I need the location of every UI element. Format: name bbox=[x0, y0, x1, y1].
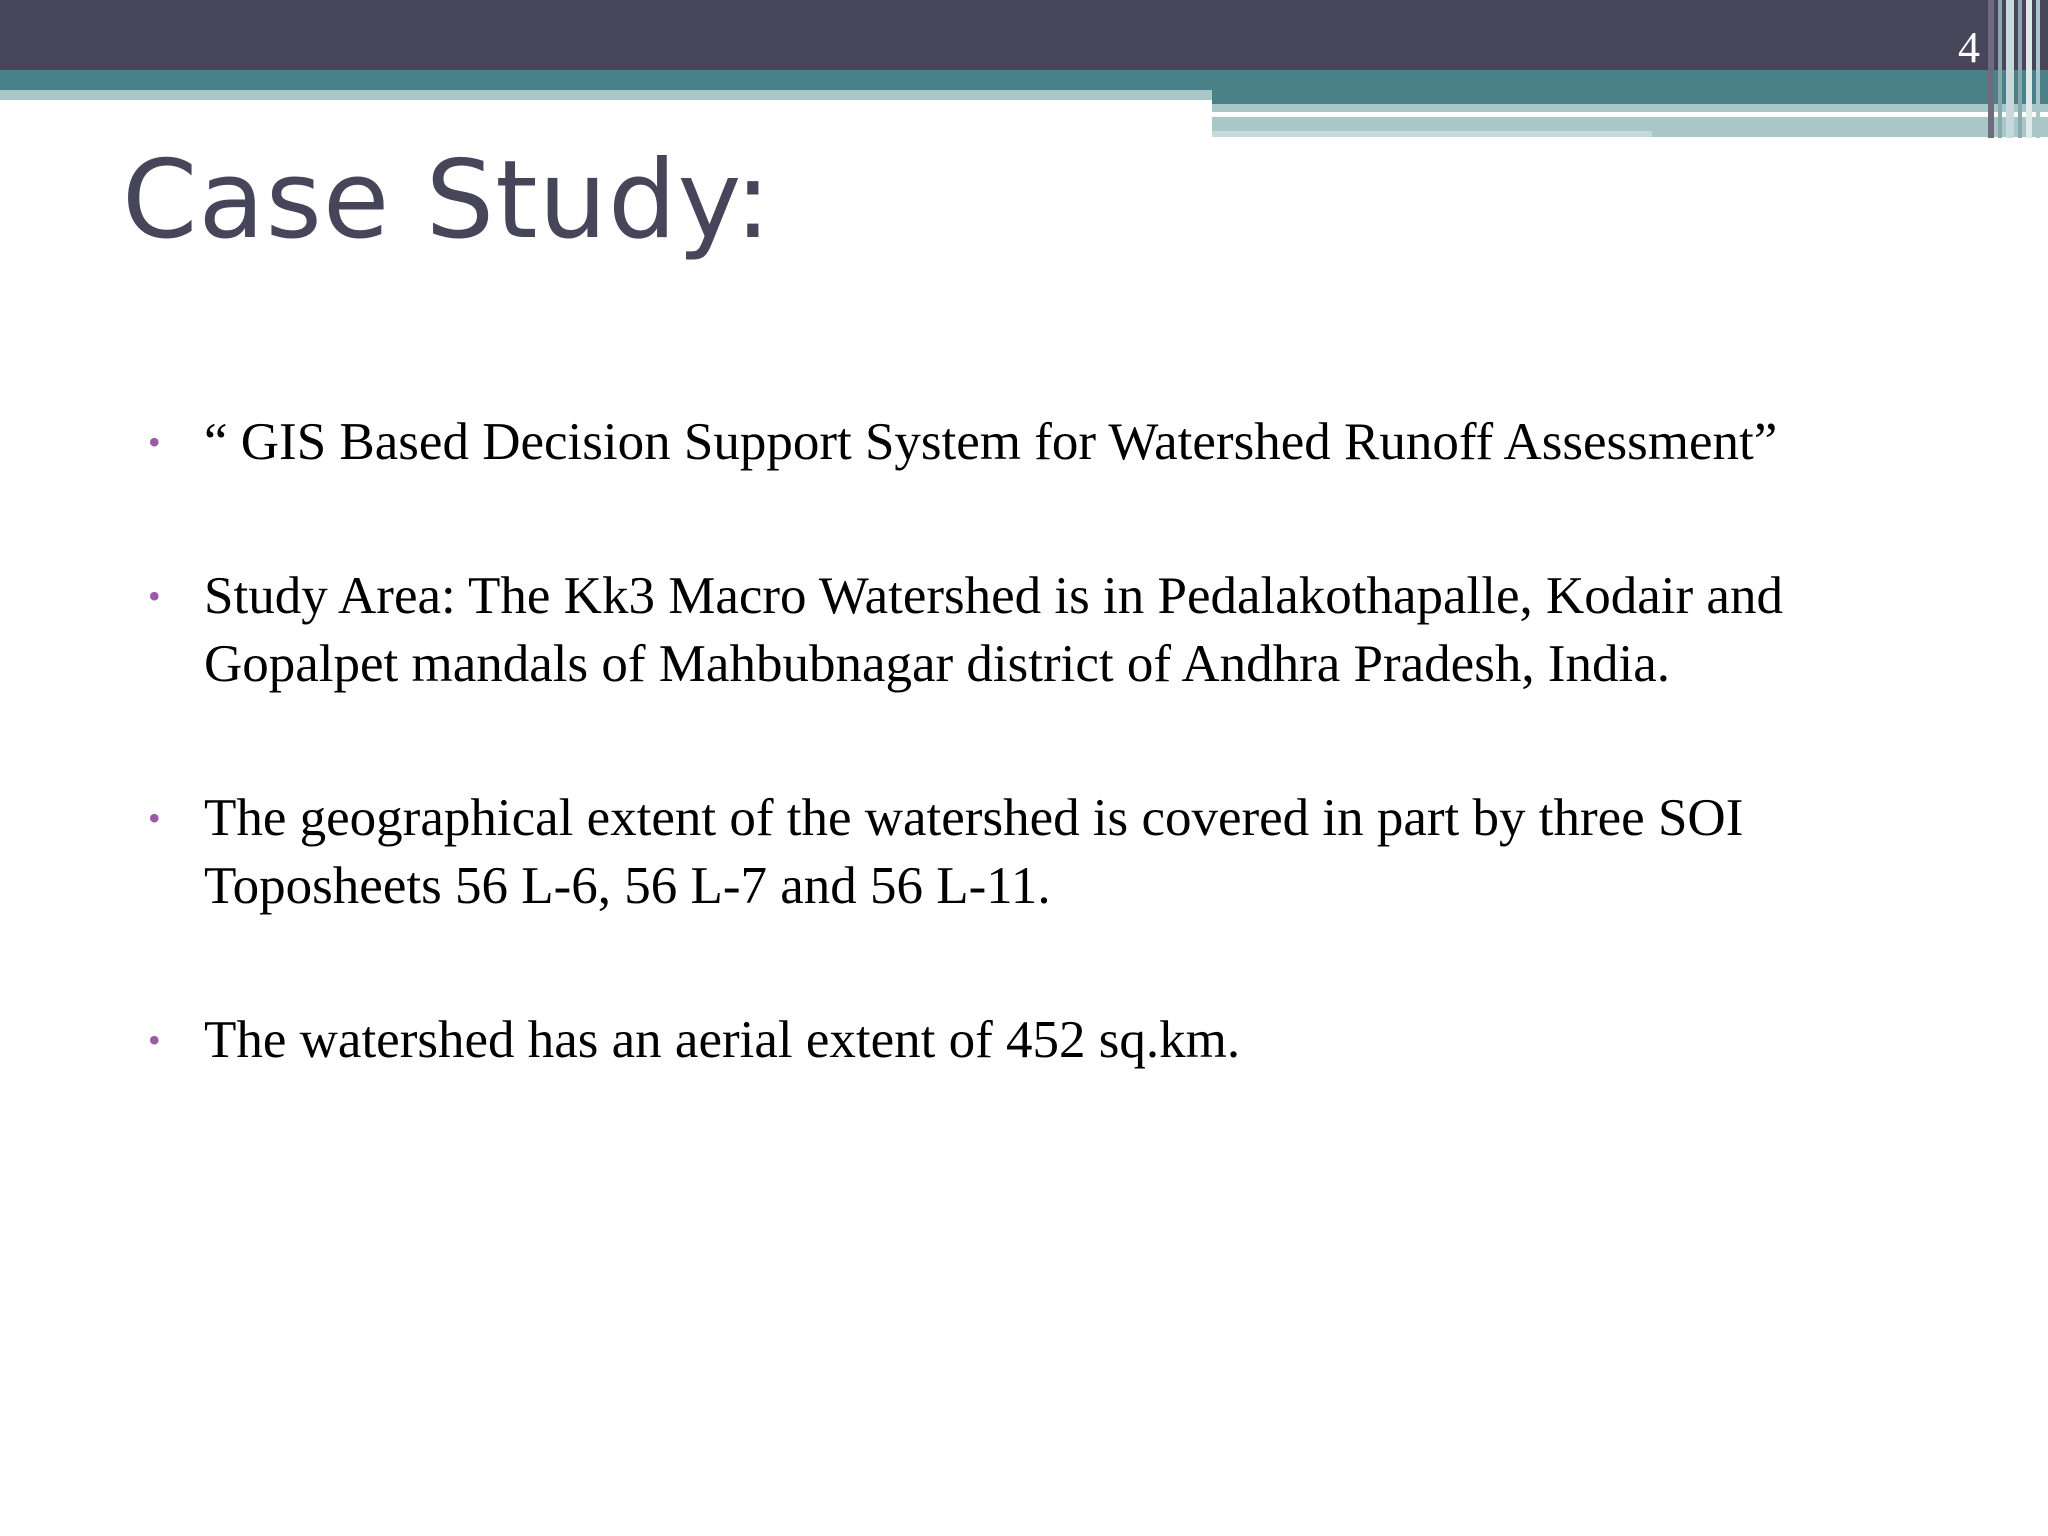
bullet-text: “ GIS Based Decision Support System for Watershed Runoff Assessment” bbox=[204, 413, 1778, 471]
bullet-text: The watershed has an aerial extent of 452 sq.km. bbox=[204, 1011, 1241, 1069]
bullet-dot-icon: • bbox=[148, 798, 161, 838]
bullet-item bbox=[148, 562, 1948, 698]
header-band-dark bbox=[0, 0, 2048, 70]
header-band-teal bbox=[0, 70, 2048, 90]
bullet-list bbox=[148, 408, 1948, 1074]
bullet-dot-icon: • bbox=[148, 1020, 161, 1060]
bullet-item bbox=[148, 408, 1948, 476]
bullet-dot-icon: • bbox=[148, 422, 161, 462]
bullet-item bbox=[148, 1006, 1948, 1074]
bullet-dot-icon: • bbox=[148, 576, 161, 616]
slide-title: Case Study: bbox=[122, 138, 772, 263]
header-band-right-3 bbox=[1212, 131, 1652, 137]
bullet-text: The geographical extent of the watershed is covered in part by three SOI Toposheets 56 L-6, 56 L-7 and 56 L-11. bbox=[204, 789, 1744, 915]
header-band-right-2 bbox=[1212, 117, 2048, 131]
header-band-light bbox=[0, 90, 1212, 100]
header-vertical-stripes bbox=[1988, 0, 2048, 138]
bullet-item bbox=[148, 784, 1948, 920]
bullet-text: Study Area: The Kk3 Macro Watershed is in Pedalakothapalle, Kodair and Gopalpet mandals of Mahbubnagar district of Andhra Pradesh, India. bbox=[204, 567, 1783, 693]
header-band-right-1 bbox=[1212, 104, 2048, 112]
header-band-teal-right bbox=[1212, 90, 2048, 104]
slide-number: 4 bbox=[1958, 23, 1980, 72]
